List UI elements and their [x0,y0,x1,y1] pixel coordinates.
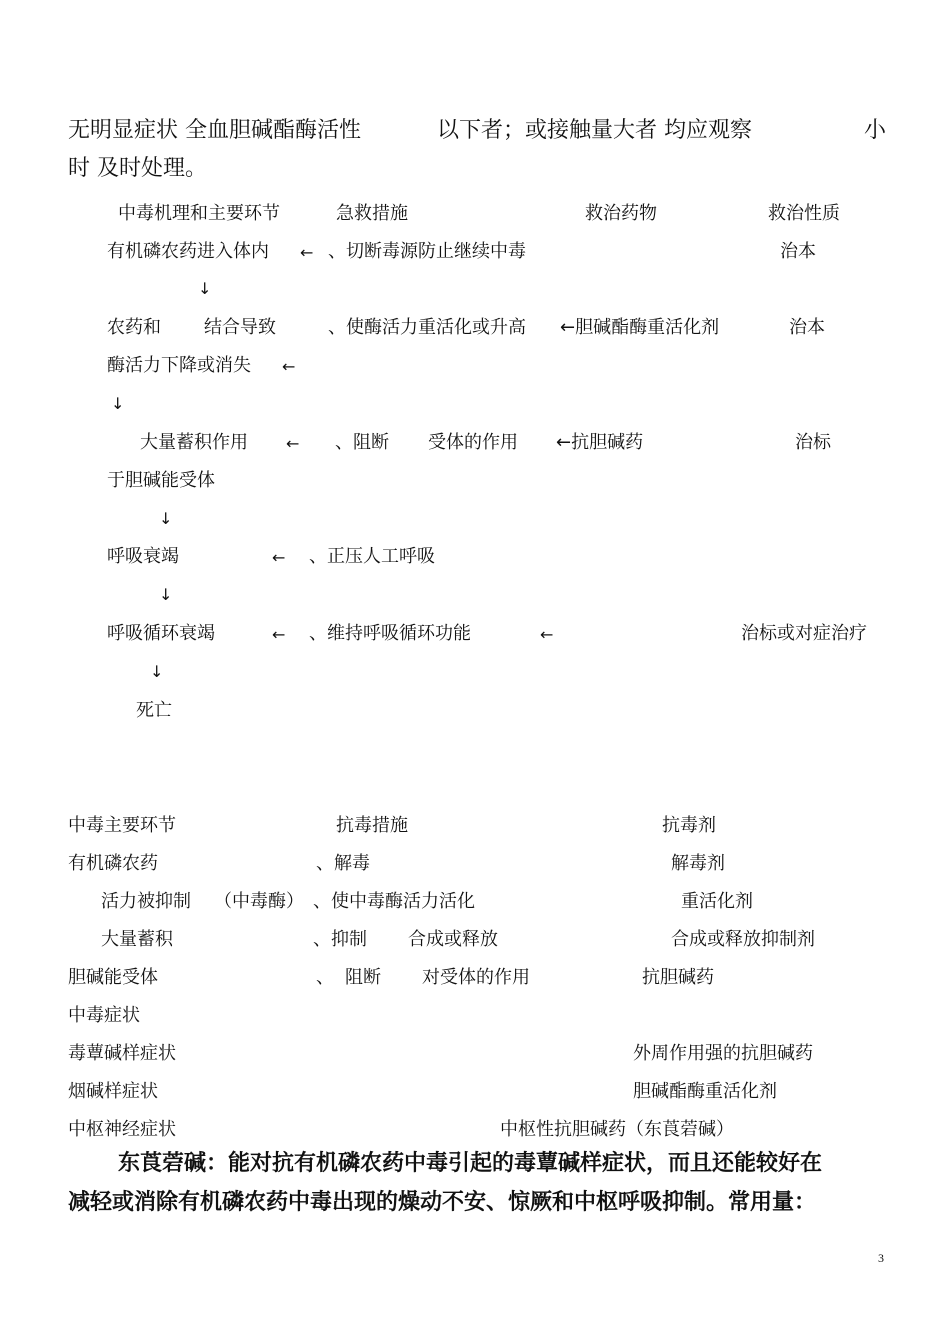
table-cell: 大量蓄积 [101,929,173,950]
flow-header-drugs: 救治药物 [585,203,657,224]
table-cell: 合成或释放 [408,929,498,950]
flow-step-resp-failure: 呼吸衰竭 [107,546,179,567]
flow-header-mechanism: 中毒机理和主要环节 [118,203,280,224]
flow-drug-anticholinergic: ←抗胆碱药 [556,432,644,453]
down-arrow-icon: ↓ [198,279,212,298]
flow-nature-2: 治本 [789,317,825,338]
flow-measure-cut-source: 、切断毒源防止继续中毒 [328,241,526,262]
down-arrow-icon: ↓ [159,509,173,528]
flow-nature-3: 治标 [795,432,831,453]
flow-step-activity-drop: 酶活力下降或消失 [107,355,251,376]
table-cell: 中枢神经症状 [68,1119,176,1140]
flow-step-accumulate: 大量蓄积作用 [140,432,248,453]
table-cell: 有机磷农药 [68,853,158,874]
table-cell: 毒蕈碱样症状 [68,1043,176,1064]
table-cell: 重活化剂 [681,891,753,912]
left-arrow-icon: ← [272,548,286,567]
flow-step-bind-a: 农药和 [107,317,161,338]
table-header-stage: 中毒主要环节 [68,815,176,836]
table-cell: 解毒剂 [671,853,725,874]
table-cell: 、抑制 [313,929,367,950]
flow-header-nature: 救治性质 [768,203,840,224]
intro-text-3: 小 [864,118,887,143]
flow-step-entry: 有机磷农药进入体内 [107,241,269,262]
table-cell: 胆碱能受体 [68,967,158,988]
page-number: 3 [878,1251,884,1265]
down-arrow-icon: ↓ [159,585,173,604]
table-cell: 合成或释放抑制剂 [671,929,815,950]
table-cell: 阻断 [345,967,381,988]
table-header-measure: 抗毒措施 [336,815,408,836]
flow-measure-ventilation: 、正压人工呼吸 [309,546,435,567]
flow-measure-block-b: 受体的作用 [428,432,518,453]
left-arrow-icon: ← [282,357,296,376]
table-cell: 胆碱酯酶重活化剂 [633,1081,777,1102]
table-cell: 烟碱样症状 [68,1081,158,1102]
intro-text-2: 以下者；或接触量大者 均应观察 [437,118,752,143]
down-arrow-icon: ↓ [111,394,125,413]
flow-measure-reactivate: 、使酶活力重活化或升高 [328,317,526,338]
flow-header-measures: 急救措施 [336,203,408,224]
table-cell: 抗胆碱药 [642,967,714,988]
paragraph-line-2: 减轻或消除有机磷农药中毒出现的燥动不安、惊厥和中枢呼吸抑制。常用量： [68,1190,817,1215]
table-section-symptoms: 中毒症状 [68,1005,140,1026]
flow-step-bind-b: 结合导致 [204,317,276,338]
table-cell: 、解毒 [316,853,370,874]
paragraph-line-1: 东莨菪碱：能对抗有机磷农药中毒引起的毒蕈碱样症状，而且还能较好在 [118,1151,823,1176]
table-cell: 外周作用强的抗胆碱药 [633,1043,813,1064]
table-cell: 活力被抑制 [101,891,191,912]
flow-step-death: 死亡 [136,700,172,721]
flow-measure-block-a: 、阻断 [335,432,389,453]
table-cell: （中毒酶） [214,891,304,912]
table-cell: 中枢性抗胆碱药（东莨菪碱） [500,1119,734,1140]
intro-text-1: 无明显症状 全血胆碱酯酶活性 [68,118,361,143]
left-arrow-icon: ← [272,625,286,644]
table-cell: 、使中毒酶活力活化 [313,891,475,912]
flow-measure-maintain: 、维持呼吸循环功能 [309,623,471,644]
down-arrow-icon: ↓ [150,662,164,681]
flow-step-circ-failure: 呼吸循环衰竭 [107,623,215,644]
flow-nature-1: 治本 [780,241,816,262]
left-arrow-icon: ← [286,434,300,453]
left-arrow-icon: ← [540,625,554,644]
flow-step-receptor: 于胆碱能受体 [107,470,215,491]
flow-drug-reactivator: ←胆碱酯酶重活化剂 [560,317,720,338]
table-header-agent: 抗毒剂 [662,815,716,836]
table-cell: 、 [316,967,334,988]
left-arrow-icon: ← [300,243,314,262]
table-cell: 对受体的作用 [422,967,530,988]
intro-text-line2: 时 及时处理。 [68,156,207,181]
flow-nature-4: 治标或对症治疗 [741,623,867,644]
